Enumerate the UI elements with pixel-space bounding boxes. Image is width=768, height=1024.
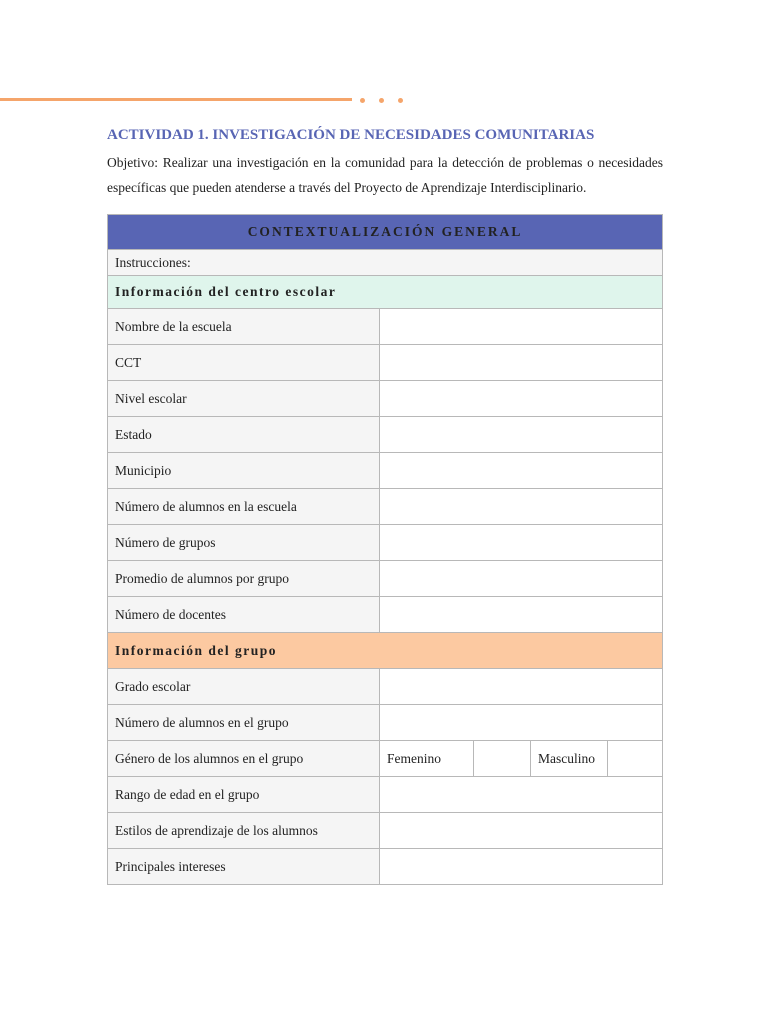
field-label: CCT	[108, 345, 380, 381]
cct-field[interactable]	[380, 345, 663, 381]
field-label: Número de alumnos en el grupo	[108, 705, 380, 741]
table-row	[108, 309, 663, 345]
table-row	[108, 561, 663, 597]
field-label: Nivel escolar	[108, 381, 380, 417]
table-row	[108, 849, 663, 885]
decorative-line	[0, 98, 352, 101]
female-label: Femenino	[380, 741, 474, 777]
table-row	[108, 777, 663, 813]
decorative-dot	[360, 98, 365, 103]
section-title-group: Información del grupo	[108, 633, 663, 669]
school-name-field[interactable]	[380, 309, 663, 345]
age-range-field[interactable]	[380, 777, 663, 813]
state-field[interactable]	[380, 417, 663, 453]
school-level-field[interactable]	[380, 381, 663, 417]
field-label: Municipio	[108, 453, 380, 489]
group-students-field[interactable]	[380, 705, 663, 741]
male-label: Masculino	[531, 741, 608, 777]
male-count-field[interactable]	[608, 741, 663, 777]
learning-styles-field[interactable]	[380, 813, 663, 849]
decorative-dot	[379, 98, 384, 103]
field-label: Promedio de alumnos por grupo	[108, 561, 380, 597]
field-label: Principales intereses	[108, 849, 380, 885]
field-label: Género de los alumnos en el grupo	[108, 741, 380, 777]
field-label: Número de alumnos en la escuela	[108, 489, 380, 525]
objective-text: Objetivo: Realizar una investigación en la comunidad para la detección de problemas o necesidades específicas que pueden atenderse a través del Proyecto de Aprendizaje Interdisciplinario.	[107, 155, 663, 195]
table-row	[108, 741, 663, 777]
table-row	[108, 453, 663, 489]
table-row	[108, 525, 663, 561]
groups-count-field[interactable]	[380, 525, 663, 561]
field-label: Estilos de aprendizaje de los alumnos	[108, 813, 380, 849]
field-label: Nombre de la escuela	[108, 309, 380, 345]
table-row	[108, 381, 663, 417]
table-row	[108, 669, 663, 705]
context-form-table	[107, 214, 663, 885]
section-title-school: Información del centro escolar	[108, 276, 663, 309]
table-row	[108, 597, 663, 633]
decorative-dot	[398, 98, 403, 103]
grade-field[interactable]	[380, 669, 663, 705]
field-label: Número de docentes	[108, 597, 380, 633]
field-label: Número de grupos	[108, 525, 380, 561]
avg-students-field[interactable]	[380, 561, 663, 597]
interests-field[interactable]	[380, 849, 663, 885]
instructions-label: Instrucciones:	[108, 250, 663, 276]
table-row	[108, 489, 663, 525]
teachers-count-field[interactable]	[380, 597, 663, 633]
field-label: Rango de edad en el grupo	[108, 777, 380, 813]
form-heading: CONTEXTUALIZACIÓN GENERAL	[108, 215, 663, 250]
activity-title: ACTIVIDAD 1. INVESTIGACIÓN DE NECESIDADES COMUNITARIAS	[107, 127, 595, 143]
table-row	[108, 813, 663, 849]
school-students-field[interactable]	[380, 489, 663, 525]
field-label: Grado escolar	[108, 669, 380, 705]
field-label: Estado	[108, 417, 380, 453]
table-row	[108, 705, 663, 741]
municipality-field[interactable]	[380, 453, 663, 489]
female-count-field[interactable]	[474, 741, 531, 777]
table-row	[108, 345, 663, 381]
table-row	[108, 417, 663, 453]
